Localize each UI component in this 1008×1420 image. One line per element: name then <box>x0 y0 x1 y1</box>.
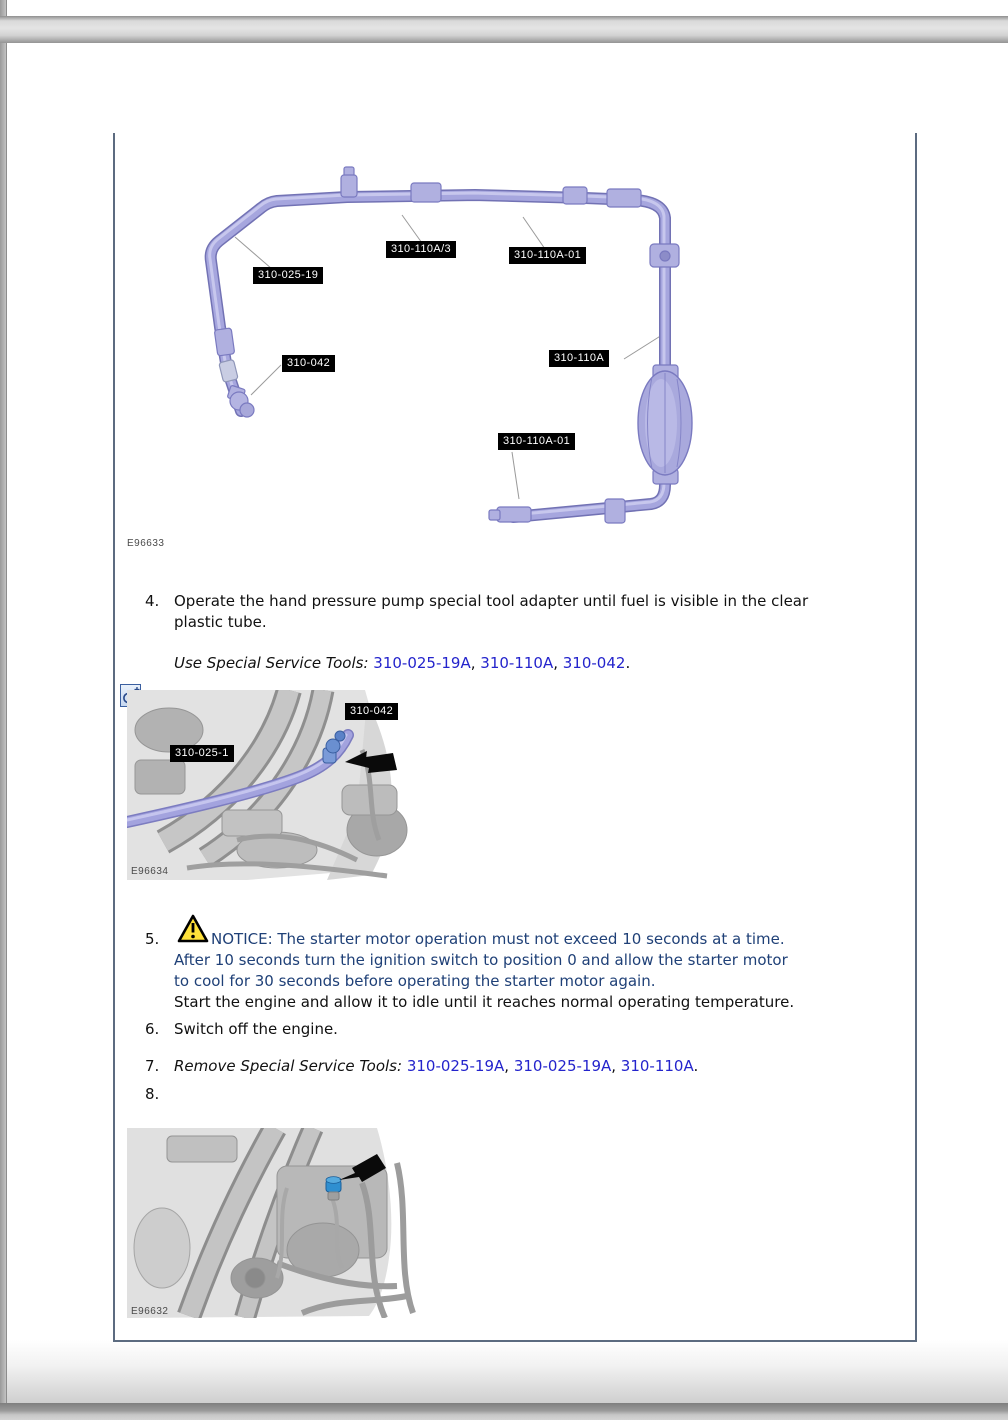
callout-310-110A-01-top: 310-110A-01 <box>509 247 586 264</box>
figure-code-e96633: E96633 <box>127 538 165 549</box>
blue-cap <box>326 1177 341 1200</box>
remove-tools-prefix: Remove Special Service Tools: <box>174 1057 403 1075</box>
step-6 <box>145 1019 905 1040</box>
tool-link-310-110A-2[interactable]: 310-110A <box>620 1057 694 1075</box>
step-7 <box>145 1056 905 1077</box>
page-separator-bottom <box>0 1403 1008 1420</box>
tool-link-310-025-19A[interactable]: 310-025-19A <box>373 654 471 672</box>
separator: , <box>553 654 563 672</box>
notice-line3: to cool for 30 seconds before operating the starter motor again. <box>174 972 656 990</box>
figure-code-e96632: E96632 <box>131 1306 169 1317</box>
engine-photo-e96634 <box>127 690 423 880</box>
page-separator-top <box>0 16 1008 43</box>
notice-line2: After 10 seconds turn the ignition switch to position 0 and allow the starter motor <box>174 951 788 969</box>
engine-illustration-2 <box>127 1128 424 1318</box>
step-4-text-line2: plastic tube. <box>174 613 267 631</box>
separator: , <box>611 1057 621 1075</box>
terminator: . <box>625 654 631 672</box>
primer-bulb <box>638 371 692 475</box>
separator: , <box>470 654 481 672</box>
tool-link-310-042[interactable]: 310-042 <box>562 654 626 672</box>
callout-310-110A3: 310-110A/3 <box>386 241 456 258</box>
procedure-content-panel <box>113 133 917 1342</box>
callout-310-110A: 310-110A <box>549 350 609 367</box>
callout-310-025-19: 310-025-19 <box>253 267 323 284</box>
step-4-number: 4. <box>145 592 160 610</box>
step-5-number: 5. <box>145 930 160 948</box>
step-7-number: 7. <box>145 1057 160 1075</box>
tool-link-310-025-19A-1[interactable]: 310-025-19A <box>406 1057 505 1075</box>
terminator: . <box>693 1057 699 1075</box>
callout-310-110A-01-bottom: 310-110A-01 <box>498 433 575 450</box>
separator: , <box>504 1057 514 1075</box>
callout-310-025-1: 310-025-1 <box>170 745 234 762</box>
step-4-tools-line <box>174 654 630 672</box>
tube-fittings <box>214 167 679 523</box>
tool-link-310-110A[interactable]: 310-110A <box>480 654 554 672</box>
step-4-text-line1: Operate the hand pressure pump special tool adapter until fuel is visible in the clear <box>174 592 809 610</box>
step-8-number: 8. <box>145 1085 160 1103</box>
viewer-left-edge <box>0 0 7 1420</box>
step-6-text: Switch off the engine. <box>174 1020 338 1038</box>
tools-prefix: Use Special Service Tools: <box>174 654 369 672</box>
page-bottom-shadow <box>7 1340 1008 1403</box>
step-5 <box>145 929 905 1013</box>
engine-photo-e96632 <box>127 1128 424 1318</box>
fuel-primer-tools-diagram <box>115 133 911 563</box>
figure-code-e96634: E96634 <box>131 866 169 877</box>
callout-310-042: 310-042 <box>282 355 335 372</box>
fuel-line-illustration <box>115 133 911 563</box>
step-4 <box>145 591 905 633</box>
step-5-plain-line: Start the engine and allow it to idle until it reaches normal operating temperature. <box>174 993 795 1011</box>
notice-line1: NOTICE: The starter motor operation must not exceed 10 seconds at a time. <box>211 930 785 948</box>
step-6-number: 6. <box>145 1020 160 1038</box>
callout-310-042-photo: 310-042 <box>345 703 398 720</box>
tool-link-310-025-19A-2[interactable]: 310-025-19A <box>513 1057 612 1075</box>
